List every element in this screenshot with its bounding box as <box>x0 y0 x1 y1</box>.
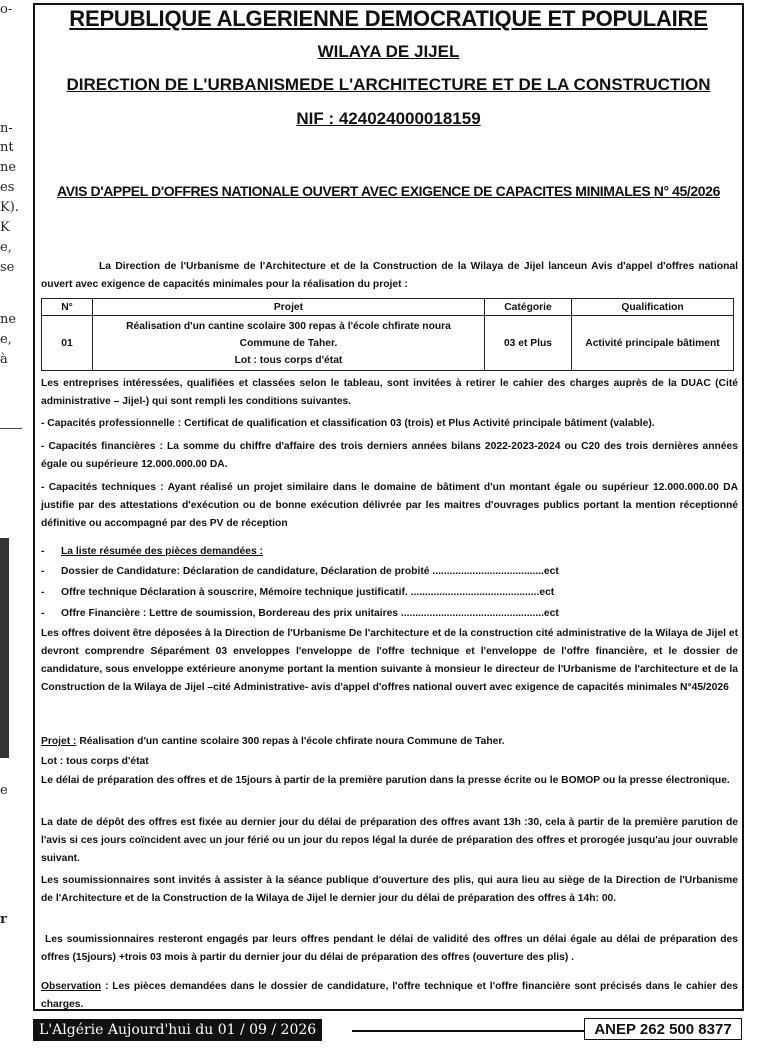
pieces-title-line: - La liste résumée des pièces demandées : <box>41 546 264 557</box>
capacite-text: La somme du chiffre d'affaire des trois derniers années bilans 2022-2023-2024 ou C20 des trois dernières années égale ou supérieure 12.000.000.00 DA. <box>41 441 738 470</box>
column-fragment: K <box>0 220 10 235</box>
projet-line-block <box>41 733 738 751</box>
nif-heading: NIF : 424024000018159 <box>296 109 481 128</box>
table-header-num: N° <box>42 299 93 316</box>
table-header-categorie: Catégorie <box>485 299 572 316</box>
column-fragment: e <box>0 783 8 798</box>
list-item: - Offre technique Déclaration à souscrire, Mémoire technique justificatif. .............................................ect <box>41 587 555 598</box>
validite-paragraph: Les soumissionnaires resteront engagés par leurs offres pendant le délai de validité des offres un délai égale au délai de préparation des offres (15jours) +trois 03 mois à partir du dernier jour du délai de préparation des offres (ouverture des plis) . <box>41 934 738 963</box>
pieces-title: La liste résumée des pièces demandées : <box>61 546 264 557</box>
adjacent-column <box>0 0 26 1063</box>
footer-rule <box>352 1030 584 1032</box>
seance-paragraph: Les soumissionnaires sont invités à assister à la séance publique d'ouverture des plis, qui aura lieu au siège de la Direction de l'Urbanisme de l'Architecture et de la Construction de la Wilaya de Jijel le dernier jour du délai de préparation des offres à 14h: 00. <box>41 875 738 904</box>
column-fragment: e, <box>0 240 12 255</box>
delai-paragraph: Le délai de préparation des offres et de 15jours à partir de la première parution dans la presse écrite ou le BOMOP ou la presse électronique. <box>41 775 730 786</box>
capacite-technique <box>41 479 738 533</box>
projet-line: Commune de Taher. <box>239 337 338 349</box>
date-depot-paragraph: La date de dépôt des offres est fixée au dernier jour du délai de préparation des offres avant 13h :30, cela à partir de la première parution de l'avis si ces jours coïncident avec un jour férié ou un jour du repos légal la durée de préparation des offres et prorogée jusqu'au jour ouvrable suivant. <box>41 817 738 864</box>
capacite-label: - Capacités professionnelle : <box>41 418 182 429</box>
table-header-projet: Projet <box>93 299 485 316</box>
column-fragment: à <box>0 352 8 367</box>
list-item-text: Offre technique Déclaration à souscrire, Mémoire technique justificatif. .............................................ect <box>61 587 555 598</box>
column-fragment: e, <box>0 332 12 347</box>
cell-projet <box>93 316 485 371</box>
column-fragment: ne <box>0 160 17 175</box>
lot-line: Lot : tous corps d'état <box>41 756 149 767</box>
project-table <box>41 298 734 371</box>
depot-paragraph: Les offres doivent être déposées à la Direction de l'Urbanisme De l'architecture et de la construction cité administrative de la Wilaya de Jijel et devront comprendre Séparément 03 enveloppes l'enveloppe de l'offre technique et l'enveloppe de l'offre financière, et le dossier de candidature, sous enveloppe extérieure anonyme portant la mention suivante à monsieur le directeur de l'Urbanisme de l'architecture et de la Construction de la Wilaya de Jijel –cité Administrative- avis d'appel d'offres national ouvert avec exigence de capacités minimales N°45/2026 <box>41 628 738 693</box>
capacite-label: - Capacités financières : <box>41 441 163 452</box>
projet-text: Réalisation d'un cantine scolaire 300 repas à l'école chfirate noura Commune de Taher. <box>79 736 505 747</box>
cell-qualification: Activité principale bâtiment <box>572 316 734 371</box>
observation-label: Observation <box>41 981 102 992</box>
avis-title: AVIS D'APPEL D'OFFRES NATIONALE OUVERT AVEC EXIGENCE DE CAPACITES MINIMALES N° 45/2026 <box>57 183 720 199</box>
page-title: REPUBLIQUE ALGERIENNE DEMOCRATIQUE ET POPULAIRE <box>69 6 708 31</box>
observation-paragraph <box>41 978 738 1014</box>
anep-reference: ANEP 262 500 8377 <box>584 1018 742 1040</box>
direction-heading: DIRECTION DE L'URBANISMEDE L'ARCHITECTURE ET DE LA CONSTRUCTION <box>66 75 711 94</box>
column-fragment: nt <box>0 140 14 155</box>
column-fragment: n- <box>0 121 13 136</box>
entreprises-paragraph: Les entreprises intéressées, qualifiées et classées selon le tableau, sont invitées à retirer le cahier des charges auprès de la DUAC (Cité administrative – Jijel-) qui sont rempli les conditions suivantes. <box>41 378 738 407</box>
column-fragment: es <box>0 180 15 195</box>
column-fragment: se <box>0 260 15 275</box>
column-fragment: r <box>0 912 7 927</box>
observation-text: : Les pièces demandées dans le dossier de candidature, l'offre technique et l'offre financière sont précisés dans le cahier des charges. <box>41 981 738 1010</box>
capacite-professionnelle <box>41 415 738 433</box>
cell-num: 01 <box>42 316 93 371</box>
column-divider <box>0 428 22 429</box>
wilaya-heading: WILAYA DE JIJEL <box>317 42 460 61</box>
projet-line: Lot : tous corps d'état <box>234 354 343 366</box>
cell-categorie: 03 et Plus <box>485 316 572 371</box>
column-fragment: K). <box>0 200 19 215</box>
table-row <box>42 316 734 371</box>
projet-line: Réalisation d'un cantine scolaire 300 repas à l'école chfirate noura <box>126 320 451 332</box>
intro-paragraph: La Direction de l'Urbanisme de l'Architecture et de la Construction de la Wilaya de Jijel lanceun Avis d'appel d'offres national ouvert avec exigence de capacités minimales pour la réalisation du projet : <box>41 261 738 290</box>
adjacent-photo <box>0 538 9 758</box>
tender-notice <box>33 3 744 1011</box>
capacite-financiere <box>41 438 738 474</box>
projet-label: Projet : <box>41 736 77 747</box>
list-item-text: Offre Financière : Lettre de soumission, Bordereau des prix unitaires ..................................................ect <box>61 608 559 619</box>
column-fragment: o- <box>0 2 13 17</box>
capacite-text: Certificat de qualification et classification 03 (trois) et Plus Activité principale bâtiment (valable). <box>184 418 655 429</box>
table-header-row <box>42 299 734 316</box>
list-item: - Dossier de Candidature: Déclaration de candidature, Déclaration de probité .......................................ect <box>41 566 559 577</box>
column-fragment: ne <box>0 312 17 327</box>
table-header-qualification: Qualification <box>572 299 734 316</box>
list-item: - Offre Financière : Lettre de soumission, Bordereau des prix unitaires ..................................................ect <box>41 608 559 619</box>
publication-footer: L'Algérie Aujourd'hui du 01 / 09 / 2026 <box>33 1019 322 1041</box>
capacite-text: Ayant réalisé un projet similaire dans le domaine de bâtiment d'un montant égale ou supérieur 12.000.000.00 DA justifie par des attestations d'exécution ou de bonne exécution délivrée par les maitres d'ouvrages publics portant la mention réceptionné définitive ou accompagné par des PV de réception <box>41 482 739 529</box>
capacite-label: - Capacités techniques : <box>41 482 164 493</box>
list-item-text: Dossier de Candidature: Déclaration de candidature, Déclaration de probité .......................................ect <box>61 566 559 577</box>
